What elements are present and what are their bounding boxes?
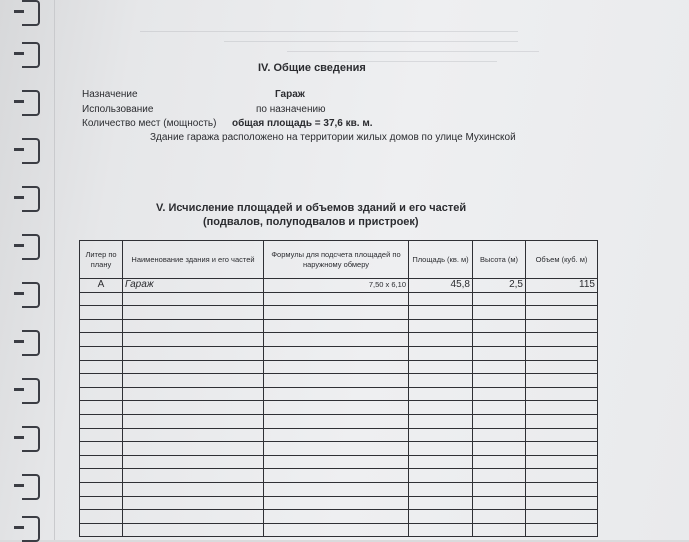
- cell-volume: 115: [526, 279, 598, 293]
- empty-cell: [80, 401, 123, 415]
- empty-cell: [123, 387, 264, 401]
- location-text: Здание гаража расположено на территории жилых домов по улице Мухинской: [150, 132, 516, 143]
- empty-cell: [264, 414, 409, 428]
- empty-cell: [123, 306, 264, 320]
- table-row-empty: [80, 469, 598, 483]
- table-row-empty: [80, 306, 598, 320]
- purpose-value: Гараж: [275, 89, 305, 100]
- empty-cell: [526, 455, 598, 469]
- table-row-empty: [80, 442, 598, 456]
- empty-cell: [409, 360, 473, 374]
- empty-cell: [526, 292, 598, 306]
- empty-cell: [526, 333, 598, 347]
- empty-cell: [80, 469, 123, 483]
- empty-cell: [80, 496, 123, 510]
- empty-cell: [473, 523, 526, 537]
- empty-cell: [526, 319, 598, 333]
- empty-cell: [123, 510, 264, 524]
- empty-cell: [409, 292, 473, 306]
- empty-cell: [409, 469, 473, 483]
- empty-cell: [264, 442, 409, 456]
- empty-cell: [409, 414, 473, 428]
- cell-name: Гараж: [123, 279, 264, 293]
- empty-cell: [473, 482, 526, 496]
- empty-cell: [123, 482, 264, 496]
- empty-cell: [526, 306, 598, 320]
- empty-cell: [264, 333, 409, 347]
- empty-cell: [123, 455, 264, 469]
- empty-cell: [526, 442, 598, 456]
- empty-cell: [526, 414, 598, 428]
- cell-area: 45,8: [409, 279, 473, 293]
- empty-cell: [526, 401, 598, 415]
- empty-cell: [80, 510, 123, 524]
- table-row-empty: [80, 523, 598, 537]
- table-row-empty: [80, 482, 598, 496]
- empty-cell: [264, 346, 409, 360]
- empty-cell: [409, 387, 473, 401]
- table-row-empty: [80, 319, 598, 333]
- table-row-empty: [80, 374, 598, 388]
- empty-cell: [473, 306, 526, 320]
- empty-cell: [409, 455, 473, 469]
- use-label: Использование: [82, 104, 154, 115]
- empty-cell: [473, 455, 526, 469]
- table-header-row: [80, 241, 598, 279]
- page-margin-line: [54, 0, 55, 540]
- empty-cell: [264, 374, 409, 388]
- empty-cell: [473, 469, 526, 483]
- empty-cell: [80, 428, 123, 442]
- total-area-text: общая площадь = 37,6 кв. м.: [232, 118, 373, 129]
- empty-cell: [473, 510, 526, 524]
- empty-cell: [526, 374, 598, 388]
- empty-cell: [526, 482, 598, 496]
- empty-cell: [123, 319, 264, 333]
- empty-cell: [123, 469, 264, 483]
- empty-cell: [409, 346, 473, 360]
- cell-height: 2,5: [473, 279, 526, 293]
- col-header-liter: Литер по плану: [80, 241, 123, 279]
- places-label: Количество мест (мощность): [82, 118, 217, 129]
- empty-cell: [123, 333, 264, 347]
- empty-cell: [123, 496, 264, 510]
- empty-cell: [123, 414, 264, 428]
- empty-cell: [409, 523, 473, 537]
- empty-cell: [123, 401, 264, 415]
- empty-cell: [409, 306, 473, 320]
- empty-cell: [123, 428, 264, 442]
- col-header-name: Наименование здания и его частей: [123, 241, 264, 279]
- empty-cell: [526, 346, 598, 360]
- empty-cell: [80, 333, 123, 347]
- empty-cell: [473, 428, 526, 442]
- empty-cell: [473, 333, 526, 347]
- empty-cell: [123, 360, 264, 374]
- empty-cell: [473, 442, 526, 456]
- empty-cell: [123, 523, 264, 537]
- empty-cell: [80, 346, 123, 360]
- empty-cell: [80, 319, 123, 333]
- empty-cell: [264, 496, 409, 510]
- empty-cell: [80, 482, 123, 496]
- table-row-empty: [80, 360, 598, 374]
- empty-cell: [80, 523, 123, 537]
- empty-cell: [526, 428, 598, 442]
- empty-cell: [409, 442, 473, 456]
- empty-cell: [264, 360, 409, 374]
- empty-cell: [473, 374, 526, 388]
- empty-cell: [473, 346, 526, 360]
- empty-cell: [526, 523, 598, 537]
- empty-cell: [123, 374, 264, 388]
- empty-cell: [473, 360, 526, 374]
- table-row-empty: [80, 455, 598, 469]
- empty-cell: [473, 387, 526, 401]
- empty-cell: [264, 455, 409, 469]
- empty-cell: [409, 482, 473, 496]
- col-header-volume: Объем (куб. м): [526, 241, 598, 279]
- empty-cell: [409, 374, 473, 388]
- table-row-empty: [80, 414, 598, 428]
- table-row-empty: [80, 510, 598, 524]
- use-value: по назначению: [256, 104, 326, 115]
- empty-cell: [526, 360, 598, 374]
- empty-cell: [123, 346, 264, 360]
- empty-cell: [473, 401, 526, 415]
- cell-liter: А: [80, 279, 123, 293]
- empty-cell: [123, 442, 264, 456]
- empty-cell: [264, 428, 409, 442]
- table-row-empty: [80, 346, 598, 360]
- table-row-empty: [80, 292, 598, 306]
- empty-cell: [409, 401, 473, 415]
- empty-cell: [264, 469, 409, 483]
- empty-cell: [526, 387, 598, 401]
- section-4-title: IV. Общие сведения: [258, 62, 366, 74]
- empty-cell: [473, 319, 526, 333]
- purpose-label: Назначение: [82, 89, 138, 100]
- table-row-empty: [80, 333, 598, 347]
- empty-cell: [264, 523, 409, 537]
- empty-cell: [123, 292, 264, 306]
- empty-cell: [409, 319, 473, 333]
- empty-cell: [473, 496, 526, 510]
- table-row-empty: [80, 401, 598, 415]
- section-5-subtitle: (подвалов, полуподвалов и пристроек): [203, 216, 419, 228]
- empty-cell: [409, 428, 473, 442]
- col-header-formula: Формулы для подсчета площадей по наружному обмеру: [264, 241, 409, 279]
- empty-cell: [80, 442, 123, 456]
- empty-cell: [264, 401, 409, 415]
- table-row-empty: [80, 387, 598, 401]
- spiral-binding: [0, 0, 52, 540]
- bleed-through-text: [140, 22, 560, 92]
- empty-cell: [409, 510, 473, 524]
- col-header-height: Высота (м): [473, 241, 526, 279]
- section-5-title: V. Исчисление площадей и объемов зданий и его частей: [156, 202, 467, 214]
- empty-cell: [80, 306, 123, 320]
- table-row-empty: [80, 428, 598, 442]
- empty-cell: [264, 292, 409, 306]
- empty-cell: [409, 333, 473, 347]
- empty-cell: [80, 387, 123, 401]
- empty-cell: [526, 496, 598, 510]
- table-row: [80, 279, 598, 293]
- empty-cell: [473, 292, 526, 306]
- cell-formula: 7,50 х 6,10: [264, 279, 409, 293]
- empty-cell: [473, 414, 526, 428]
- empty-cell: [264, 510, 409, 524]
- empty-cell: [264, 319, 409, 333]
- col-header-area: Площадь (кв. м): [409, 241, 473, 279]
- empty-cell: [264, 306, 409, 320]
- area-volume-table: [79, 240, 598, 537]
- table-row-empty: [80, 496, 598, 510]
- empty-cell: [264, 482, 409, 496]
- empty-cell: [80, 455, 123, 469]
- empty-cell: [80, 360, 123, 374]
- empty-cell: [80, 292, 123, 306]
- empty-cell: [80, 374, 123, 388]
- empty-cell: [80, 414, 123, 428]
- empty-cell: [264, 387, 409, 401]
- empty-cell: [409, 496, 473, 510]
- empty-cell: [526, 510, 598, 524]
- empty-cell: [526, 469, 598, 483]
